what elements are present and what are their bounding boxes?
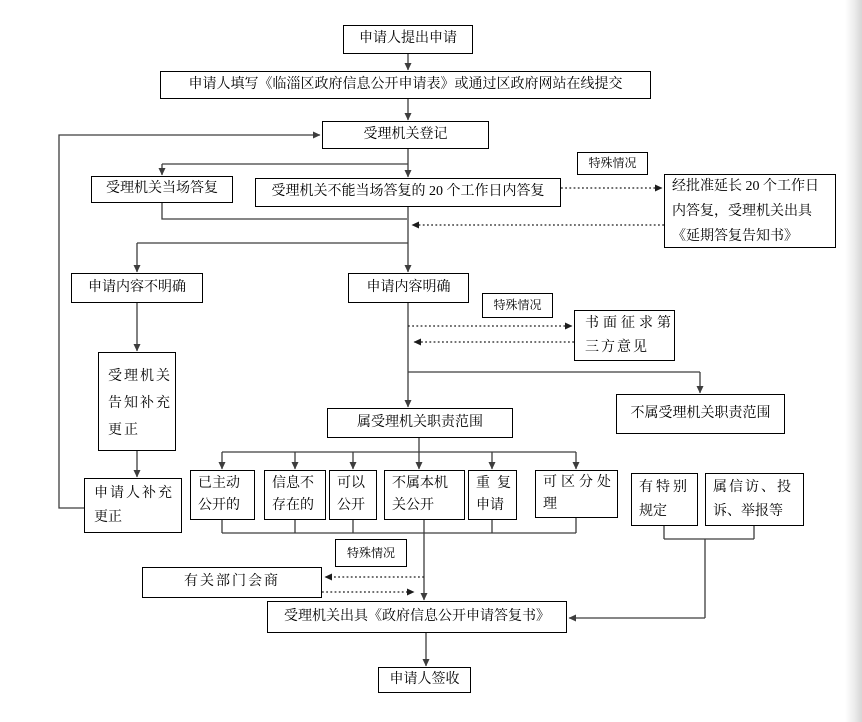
node-applicant-sign: 申请人签收 (378, 667, 471, 693)
node-applicant-submit: 申请人提出申请 (343, 25, 473, 54)
node-content-unclear: 申请内容不明确 (71, 273, 203, 303)
node-notify-supplement: 受理机关 告知补充 更正 (98, 352, 176, 451)
node-can-public: 可以 公开 (329, 470, 377, 520)
node-special-case-1: 特殊情况 (577, 152, 648, 175)
node-separable-handling: 可区分处 理 (535, 470, 618, 518)
node-applicant-supplement: 申请人补充 更正 (84, 478, 182, 533)
node-petition-complaint: 属信访、投 诉、举报等 (705, 473, 804, 526)
node-info-not-exist: 信息不 存在的 (264, 470, 326, 520)
node-department-consult: 有关部门会商 (142, 567, 322, 598)
node-special-case-2: 特殊情况 (482, 293, 553, 318)
node-in-scope: 属受理机关职责范围 (327, 408, 513, 438)
node-third-party-opinion: 书面征求第 三方意见 (574, 310, 675, 361)
node-special-rules: 有特别 规定 (631, 473, 698, 526)
node-repeat-application: 重复 申请 (468, 470, 517, 520)
node-fill-form: 申请人填写《临淄区政府信息公开申请表》或通过区政府网站在线提交 (160, 71, 651, 99)
node-onsite-reply: 受理机关当场答复 (91, 176, 233, 203)
node-already-public: 已主动 公开的 (190, 470, 255, 520)
node-deferred-reply: 受理机关不能当场答复的 20 个工作日内答复 (255, 178, 561, 207)
node-register: 受理机关登记 (322, 121, 489, 149)
node-out-of-scope: 不属受理机关职责范围 (616, 394, 785, 434)
node-reply-document: 受理机关出具《政府信息公开申请答复书》 (267, 601, 567, 633)
node-not-this-org: 不属本机 关公开 (384, 470, 465, 520)
node-special-case-3: 特殊情况 (335, 539, 407, 567)
node-extension-reply: 经批准延长 20 个工作日 内答复，受理机关出具 《延期答复告知书》 (664, 174, 836, 248)
node-content-clear: 申请内容明确 (348, 273, 469, 303)
